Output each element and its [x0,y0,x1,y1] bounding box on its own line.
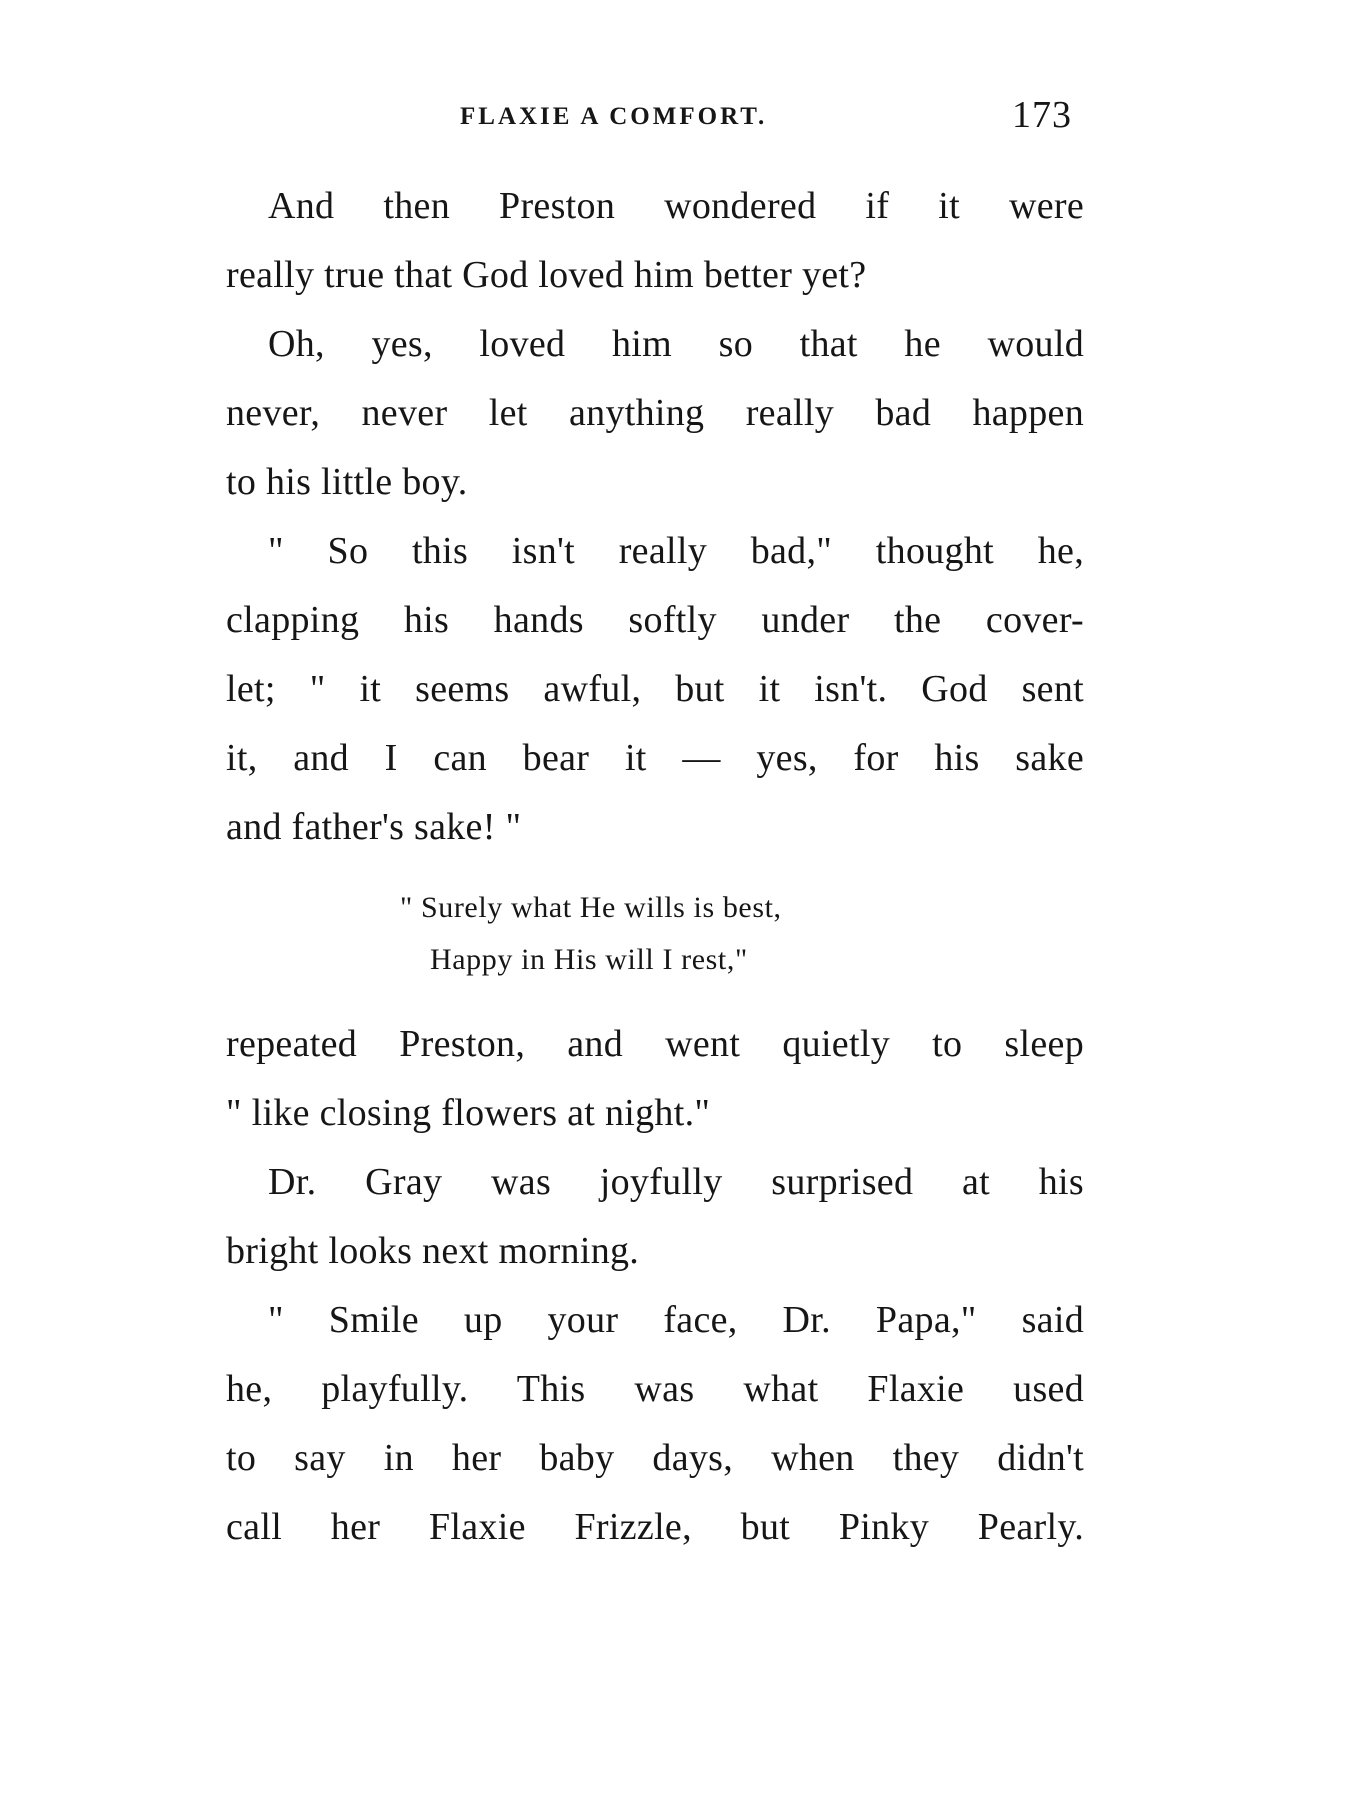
text-line: " like closing flowers at night." [226,1092,711,1134]
verse-line: Happy in His will I rest," [430,943,748,976]
body-text-top [226,172,1084,862]
text-line: really true that God loved him better yet? [226,254,867,296]
text-line: never, never let anything really bad happen [226,392,1084,434]
text-line: bright looks next morning. [226,1230,640,1272]
verse-line: " Surely what He wills is best, [400,891,782,924]
text-line: it, and I can bear it — yes, for his sake [226,737,1084,779]
text-line: and father's sake! " [226,806,522,848]
text-line: And then Preston wondered if it were [268,185,1084,227]
text-line: " So this isn't really bad," thought he, [268,530,1084,572]
text-line: " Smile up your face, Dr. Papa," said [268,1299,1084,1341]
text-line: call her Flaxie Frizzle, but Pinky Pearly. [226,1506,1084,1548]
text-line: clapping his hands softly under the cover- [226,599,1084,641]
text-line: he, playfully. This was what Flaxie used [226,1368,1084,1410]
text-line: let; " it seems awful, but it isn't. God sent [226,668,1084,710]
text-line: repeated Preston, and went quietly to sleep [226,1023,1084,1065]
verse-quote [400,882,940,986]
text-line: Dr. Gray was joyfully surprised at his [268,1161,1084,1203]
text-line: to his little boy. [226,461,468,503]
text-line: to say in her baby days, when they didn't [226,1437,1084,1479]
text-line: Oh, yes, loved him so that he would [268,323,1084,365]
running-head [226,93,1084,143]
running-title: FLAXIE A COMFORT. [460,103,768,130]
body-text-bottom [226,1010,1084,1562]
page-number: 173 [1012,94,1072,136]
